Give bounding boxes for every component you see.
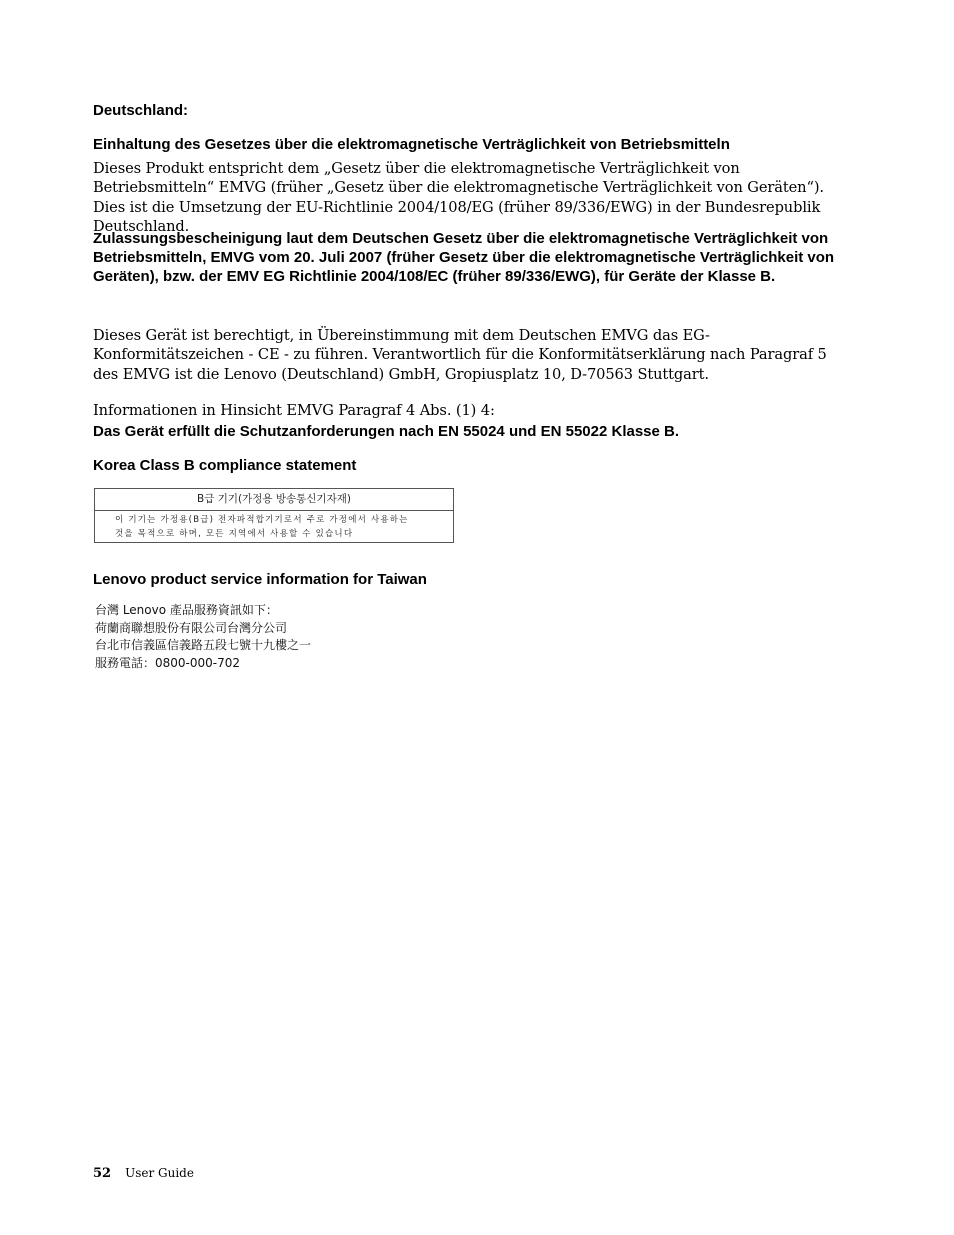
korea-box-line: 이 기기는 가정용(B급) 전자파적합기기로서 주로 가정에서 사용하는	[115, 515, 409, 525]
footer-title: User Guide	[125, 1166, 194, 1180]
page-footer	[93, 1166, 194, 1181]
section-emvg-body: Dieses Produkt entspricht dem „Gesetz über die elektromagnetische Verträglichkeit von Betriebsmitteln“ EMVG (früher „Gesetz über die elektromagnetische Verträglichkeit von Geräten“). Dies ist die Umsetzung der EU-Richtlinie 2004/108/EG (früher 89/336/EWG) in der Bundesrepublik Deutschland.	[93, 160, 824, 235]
emvg-info-text: Informationen in Hinsicht EMVG Paragraf 4 Abs. (1) 4:	[93, 402, 495, 419]
section-certification-body: Dieses Gerät ist berechtigt, in Übereinstimmung mit dem Deutschen EMVG das EG-Konformitätszeichen - CE - zu führen. Verantwortlich für die Konformitätserklärung nach Paragraf 5 des EMVG ist die Lenovo (Deutschland) GmbH, Gropiusplatz 10, D-70563 Stuttgart.	[93, 327, 827, 383]
section-certification-heading: Zulassungsbescheinigung laut dem Deutschen Gesetz über die elektromagnetische Verträglichkeit von Betriebsmitteln, EMVG vom 20. Juli 2007 (früher Gesetz über die elektromagnetische Verträglichkeit von Geräten), bzw. der EMV EG Richtlinie 2004/108/EC (früher 89/336/EWG), für Geräte der Klasse B.	[93, 230, 835, 285]
compliance-statement: Das Gerät erfüllt die Schutzanforderungen nach EN 55024 und EN 55022 Klasse B.	[93, 423, 680, 440]
taiwan-info-line: 服務電話：0800-000-702	[95, 655, 241, 670]
taiwan-info-line: 台北市信義區信義路五段七號十九樓之一	[95, 638, 312, 652]
korea-box-line: 것을 목적으로 하며, 모든 지역에서 사용할 수 있습니다	[115, 528, 354, 539]
taiwan-heading: Lenovo product service information for Taiwan	[93, 571, 427, 588]
country-heading: Deutschland:	[93, 102, 189, 119]
taiwan-service-info	[95, 602, 311, 672]
taiwan-info-line: 台灣 Lenovo 產品服務資訊如下：	[95, 603, 278, 617]
taiwan-info-line: 荷蘭商聯想股份有限公司台灣分公司	[95, 620, 288, 635]
korea-heading: Korea Class B compliance statement	[93, 457, 357, 474]
section-emvg-heading: Einhaltung des Gesetzes über die elektromagnetische Verträglichkeit von Betriebsmitteln	[93, 136, 730, 153]
korea-box-title: B급 기기(가정용 방송통신기자재)	[95, 489, 453, 511]
korea-compliance-box	[94, 488, 454, 543]
page-number: 52	[93, 1166, 112, 1181]
korea-box-body	[95, 511, 453, 541]
